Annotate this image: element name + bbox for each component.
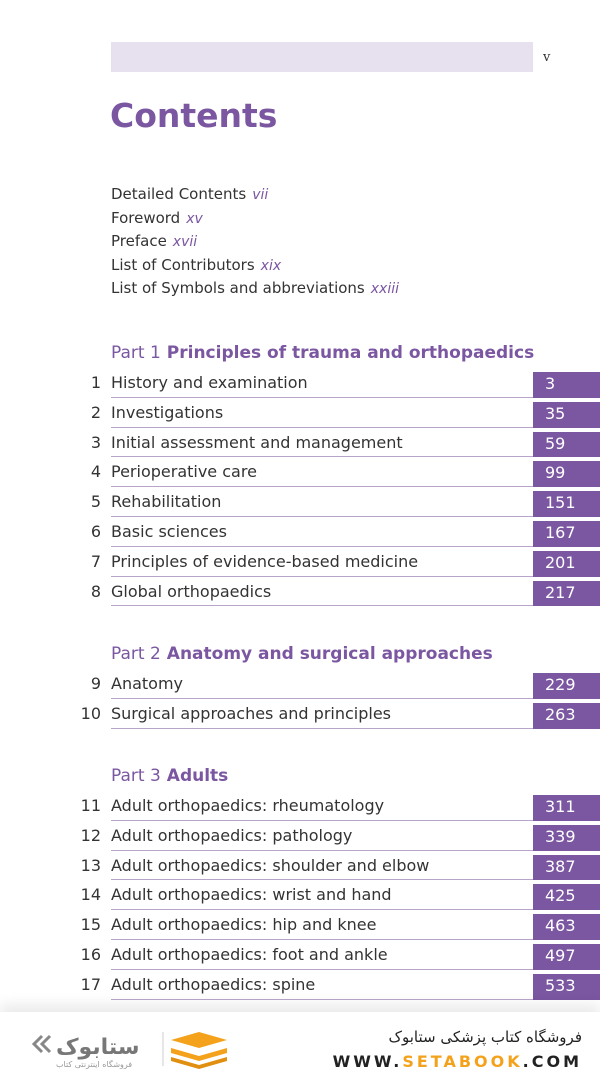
store-footer [0, 1012, 600, 1080]
store-name: فروشگاه کتاب پزشکی ستابوک [388, 1028, 582, 1046]
chapter-number: 17 [80, 974, 101, 994]
chapter-title: Adult orthopaedics: wrist and hand [111, 885, 392, 905]
chapter-title: Rehabilitation [111, 492, 222, 512]
chapter-row[interactable] [0, 853, 600, 883]
chapter-title: Perioperative care [111, 462, 257, 482]
front-matter-item[interactable] [111, 254, 399, 278]
leader-line [111, 909, 533, 910]
chapter-row[interactable] [0, 459, 600, 489]
chapter-page-box: 311 [533, 795, 600, 821]
chapter-number: 5 [90, 492, 101, 512]
chapter-row[interactable] [0, 370, 600, 400]
chapter-title: Initial assessment and management [111, 432, 403, 452]
chevron-left-icon [34, 1036, 50, 1052]
chapter-row[interactable] [0, 430, 600, 460]
chapter-title: Adult orthopaedics: shoulder and elbow [111, 855, 430, 875]
leader-line [111, 546, 533, 547]
store-url[interactable] [333, 1052, 582, 1071]
chapter-row[interactable] [0, 579, 600, 609]
chapter-row[interactable] [0, 671, 600, 701]
part-2-heading [111, 644, 493, 664]
leader-line [111, 999, 533, 1000]
chapter-title: Adult orthopaedics: rheumatology [111, 796, 385, 815]
chapter-title: Adult orthopaedics: hip and knee [111, 915, 377, 935]
chapter-title: Anatomy [111, 674, 184, 693]
chapter-page-box: 167 [533, 521, 600, 547]
chapter-number: 10 [80, 703, 101, 723]
chapter-number: 12 [80, 825, 101, 845]
chapter-row[interactable] [0, 701, 600, 731]
front-matter-page: xvii [172, 234, 198, 250]
chapter-number: 6 [90, 521, 101, 541]
front-matter-item[interactable] [111, 230, 399, 254]
logo-subtext: فروشگاه اینترنتی کتاب [56, 1060, 133, 1069]
front-matter-label: Foreword [111, 208, 181, 227]
leader-line [111, 969, 533, 970]
leader-line [111, 576, 533, 577]
chapter-page-box: 59 [533, 432, 600, 458]
chapter-page-box: 463 [533, 914, 600, 940]
leader-line [111, 456, 533, 457]
chapter-title: Global orthopaedics [111, 581, 272, 601]
part-2-chapters [0, 671, 600, 731]
setabook-logo[interactable] [28, 1026, 228, 1070]
chapter-row[interactable] [0, 942, 600, 972]
chapter-number: 4 [90, 462, 101, 482]
front-matter-item[interactable] [111, 277, 399, 301]
chapter-page-box: 3 [533, 372, 600, 398]
leader-line [111, 605, 533, 606]
chapter-number: 7 [90, 551, 101, 571]
book-stack-icon [171, 1032, 227, 1069]
url-suffix: .COM [522, 1052, 582, 1071]
chapter-number: 3 [90, 432, 101, 452]
leader-line [111, 728, 533, 729]
chapter-page-box: 35 [533, 402, 600, 428]
chapter-page-box: 151 [533, 491, 600, 517]
chapter-page-box: 99 [533, 461, 600, 487]
chapter-row[interactable] [0, 912, 600, 942]
chapter-page-box: 425 [533, 884, 600, 910]
leader-line [111, 850, 533, 851]
leader-line [111, 879, 533, 880]
chapter-number: 13 [80, 855, 101, 875]
leader-line [111, 516, 533, 517]
chapter-page-box: 497 [533, 944, 600, 970]
chapter-title: Adult orthopaedics: spine [111, 974, 316, 994]
part-1-heading [111, 343, 534, 363]
front-matter-label: List of Symbols and abbreviations [111, 279, 365, 297]
chapter-number: 15 [80, 915, 101, 935]
chapter-title: Adult orthopaedics: pathology [111, 825, 353, 845]
chapter-number: 14 [80, 885, 101, 905]
front-matter-label: Preface [111, 232, 167, 250]
leader-line [111, 698, 533, 699]
url-prefix: WWW. [332, 1052, 403, 1071]
url-highlight: SETABOOK [402, 1052, 523, 1071]
chapter-number: 2 [90, 402, 101, 422]
logo-text: ستابوک [56, 1035, 140, 1060]
page-title: Contents [110, 96, 278, 135]
chapter-row[interactable] [0, 400, 600, 430]
chapter-title: Adult orthopaedics: foot and ankle [111, 944, 388, 964]
chapter-title: Principles of evidence-based medicine [111, 551, 419, 571]
chapter-page-box: 387 [533, 855, 600, 881]
chapter-number: 11 [80, 796, 101, 815]
leader-line [111, 820, 533, 821]
front-matter-page: vii [252, 187, 269, 203]
front-matter-item[interactable] [111, 183, 399, 207]
page-number: v [543, 50, 551, 65]
chapter-page-box: 201 [533, 551, 600, 577]
part-title: Principles of trauma and orthopaedics [166, 343, 535, 363]
chapter-title: Surgical approaches and principles [111, 703, 391, 723]
chapter-page-box: 339 [533, 825, 600, 851]
chapter-row[interactable] [0, 793, 600, 823]
front-matter-label: Detailed Contents [111, 185, 247, 203]
chapter-title: History and examination [111, 373, 308, 392]
chapter-row[interactable] [0, 489, 600, 519]
part-label: Part 1 [111, 343, 161, 363]
part-title: Anatomy and surgical approaches [166, 644, 493, 664]
chapter-page-box: 217 [533, 581, 600, 607]
chapter-number: 1 [90, 373, 101, 392]
front-matter-label: List of Contributors [111, 255, 255, 274]
leader-line [111, 486, 533, 487]
part-label: Part 2 [111, 644, 161, 664]
chapter-row[interactable] [0, 519, 600, 549]
chapter-number: 16 [80, 944, 101, 964]
chapter-page-box: 533 [533, 974, 600, 1000]
chapter-page-box: 263 [533, 703, 600, 729]
chapter-row[interactable] [0, 882, 600, 912]
chapter-title: Investigations [111, 402, 224, 422]
front-matter-item[interactable] [111, 207, 399, 231]
leader-line [111, 397, 533, 398]
front-matter-page: xv [186, 210, 203, 227]
header-bar [111, 42, 533, 72]
part-label: Part 3 [111, 766, 161, 786]
part-title: Adults [166, 766, 229, 786]
leader-line [111, 427, 533, 428]
part-1-chapters [0, 370, 600, 608]
part-3-heading [111, 766, 228, 786]
chapter-row[interactable] [0, 549, 600, 579]
front-matter-page: xix [260, 257, 282, 274]
part-3-chapters [0, 793, 600, 1002]
front-matter-list [111, 183, 399, 301]
leader-line [111, 939, 533, 940]
chapter-number: 9 [90, 674, 101, 693]
chapter-page-box: 229 [533, 673, 600, 699]
chapter-row[interactable] [0, 823, 600, 853]
chapter-title: Basic sciences [111, 521, 227, 541]
chapter-row[interactable] [0, 972, 600, 1002]
front-matter-page: xxiii [370, 281, 399, 297]
chapter-number: 8 [90, 581, 101, 601]
